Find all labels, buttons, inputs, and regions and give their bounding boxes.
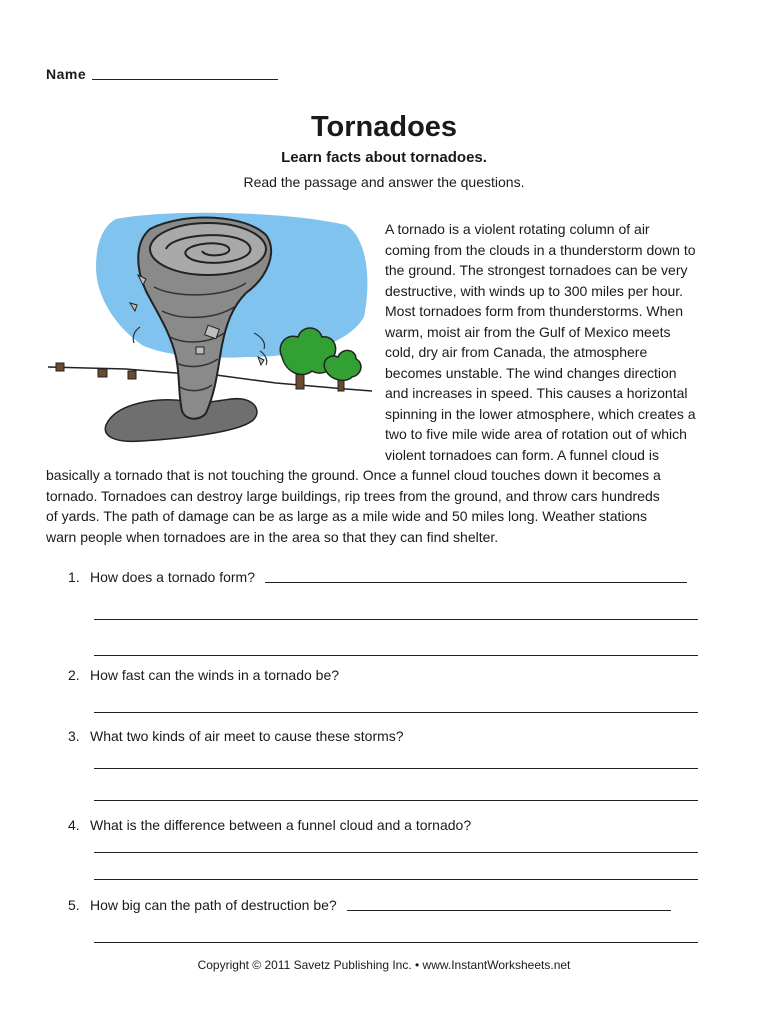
passage-line: coming from the clouds in a thunderstorm down to xyxy=(385,241,696,258)
passage-line: Most tornadoes form from thunderstorms. When xyxy=(385,303,683,319)
tornado-illustration xyxy=(46,207,374,447)
question-number: 5. xyxy=(68,897,80,913)
question-number: 3. xyxy=(68,728,80,744)
question-1 xyxy=(68,569,687,585)
answer-line[interactable] xyxy=(94,879,698,880)
passage-line: basically a tornado that is not touching the ground. Once a funnel cloud touches down it becomes a xyxy=(46,467,661,483)
passage-line: destructive, with winds up to 300 miles per hour. xyxy=(385,282,684,299)
passage-line: of yards. The path of damage can be as large as a mile wide and 50 miles long. Weather stations xyxy=(46,508,648,524)
answer-line[interactable] xyxy=(347,910,671,911)
worksheet-subtitle: Learn facts about tornadoes. xyxy=(281,149,487,166)
passage-line: tornado. Tornadoes can destroy large buildings, rip trees from the ground, and throw cars hundreds xyxy=(46,487,660,504)
question-text: How fast can the winds in a tornado be? xyxy=(90,667,340,683)
passage-continuation xyxy=(46,465,736,547)
question-text: How big can the path of destruction be? xyxy=(90,897,337,913)
passage-line: and increases in speed. This causes a horizontal xyxy=(385,385,688,401)
answer-line[interactable] xyxy=(94,619,698,620)
worksheet-title: Tornadoes xyxy=(310,111,458,143)
tree-icons xyxy=(280,328,361,391)
question-text: How does a tornado form? xyxy=(90,569,255,585)
answer-line[interactable] xyxy=(94,768,698,769)
answer-line[interactable] xyxy=(265,582,687,583)
passage-line: A tornado is a violent rotating column of air xyxy=(385,221,650,237)
name-field xyxy=(46,66,278,82)
worksheet-instructions: Read the passage and answer the questions. xyxy=(243,174,525,190)
question-4 xyxy=(68,817,471,833)
question-text: What is the difference between a funnel cloud and a tornado? xyxy=(90,817,472,833)
question-number: 4. xyxy=(68,817,80,833)
question-5 xyxy=(68,897,671,913)
question-number: 1. xyxy=(68,569,80,585)
passage-column xyxy=(385,219,725,465)
question-number: 2. xyxy=(68,667,80,683)
question-2 xyxy=(68,667,339,683)
passage-line: two to five mile wide area of rotation out of which xyxy=(385,426,687,442)
passage-line: cold, dry air from Canada, the atmosphere xyxy=(385,344,648,360)
answer-line[interactable] xyxy=(94,655,698,656)
copyright-footer: Copyright © 2011 Savetz Publishing Inc. • www.InstantWorksheets.net xyxy=(197,958,571,972)
passage-line: the ground. The strongest tornadoes can be very xyxy=(385,262,688,278)
answer-line[interactable] xyxy=(94,800,698,801)
passage-line: spinning in the lower atmosphere, which creates a xyxy=(385,405,696,422)
name-blank-line[interactable] xyxy=(92,79,278,80)
answer-line[interactable] xyxy=(94,942,698,943)
answer-line[interactable] xyxy=(94,852,698,853)
stump-icons xyxy=(56,363,136,379)
passage-line: becomes unstable. The wind changes direction xyxy=(385,364,677,381)
question-3 xyxy=(68,728,404,744)
passage-line: violent tornadoes can form. A funnel cloud is xyxy=(385,446,659,463)
question-text: What two kinds of air meet to cause these storms? xyxy=(90,728,404,744)
passage-line: warm, moist air from the Gulf of Mexico meets xyxy=(385,323,671,340)
name-label: Name xyxy=(46,66,87,82)
answer-line[interactable] xyxy=(94,712,698,713)
passage-line: warn people when tornadoes are in the area so that they can find shelter. xyxy=(46,528,499,545)
